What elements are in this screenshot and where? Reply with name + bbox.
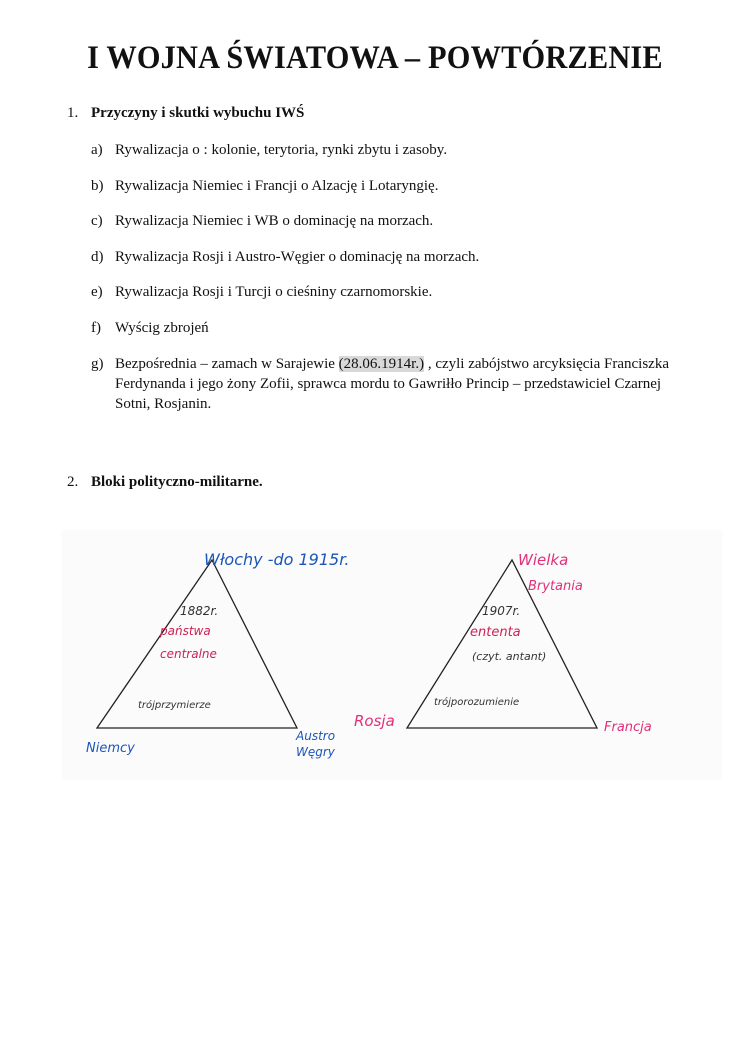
item-marker: a) — [91, 142, 103, 158]
item-marker: c) — [91, 213, 103, 230]
central-powers-name-1: państwa — [160, 624, 211, 638]
list-item — [91, 318, 691, 338]
alliances-drawing — [62, 530, 722, 780]
list-item — [91, 211, 691, 231]
causes-list — [91, 140, 691, 429]
section-2-title: Bloki polityczno-militarne. — [91, 474, 263, 490]
russia-label: Rosja — [354, 712, 395, 730]
item-marker: e) — [91, 284, 103, 301]
section-2-heading — [67, 474, 263, 491]
list-item — [91, 247, 691, 267]
entente-pronunciation: (czyt. antant) — [472, 650, 547, 663]
item-marker: f) — [91, 319, 101, 336]
austria-label-2: Węgry — [296, 745, 335, 759]
central-powers-year: 1882r. — [180, 604, 219, 618]
great-britain-label-1: Wielka — [518, 551, 569, 569]
list-item — [91, 176, 691, 196]
item-text: Wyścig zbrojeń — [115, 319, 209, 336]
list-item — [91, 140, 691, 160]
austria-label-1: Austro — [296, 729, 336, 743]
item-text-before: Bezpośrednia – zamach w Sarajewie — [115, 355, 339, 372]
germany-label: Niemcy — [86, 741, 135, 756]
italy-label: Włochy -do 1915r. — [204, 550, 350, 569]
triple-alliance-label: trójprzymierze — [138, 700, 211, 711]
central-powers-name-2: centralne — [160, 647, 217, 661]
item-marker: d) — [91, 248, 104, 265]
item-text: Rywalizacja Rosji i Turcji o cieśniny czarnomorskie. — [115, 284, 433, 301]
section-1-heading — [67, 105, 304, 122]
item-text: Rywalizacja Rosji i Austro-Węgier o dominację na morzach. — [115, 248, 480, 265]
entente-year: 1907r. — [482, 604, 521, 618]
triple-entente-label: trójporozumienie — [434, 697, 520, 708]
alliances-diagram — [62, 530, 722, 780]
item-text: Rywalizacja o : kolonie, terytoria, rynki zbytu i zasoby. — [115, 142, 448, 158]
france-label: Francja — [604, 720, 652, 735]
item-marker: g) — [91, 355, 104, 372]
assassination-date: (28.06.1914r.) — [338, 355, 425, 372]
item-text-after: , czyli zabójstwo arcyksięcia Franciszka Ferdynanda i jego żony Zofii, sprawca mordu to Gawriłło Princip – przedstawiciel Czarnej Sotni, Rosjanin. — [115, 355, 669, 412]
great-britain-label-2: Brytania — [528, 579, 583, 594]
page-title: I WOJNA ŚWIATOWA – POWTÓRZENIE — [87, 40, 663, 76]
section-2-number: 2. — [67, 474, 79, 490]
item-marker: b) — [91, 177, 104, 194]
list-item-g — [91, 354, 691, 414]
item-text: Rywalizacja Niemiec i Francji o Alzację i Lotaryngię. — [115, 177, 439, 194]
section-1-title: Przyczyny i skutki wybuchu IWŚ — [91, 105, 305, 121]
section-1-number: 1. — [67, 105, 79, 121]
entente-name: ententa — [470, 625, 521, 640]
item-text: Rywalizacja Niemiec i WB o dominację na morzach. — [115, 213, 434, 230]
list-item — [91, 282, 691, 302]
